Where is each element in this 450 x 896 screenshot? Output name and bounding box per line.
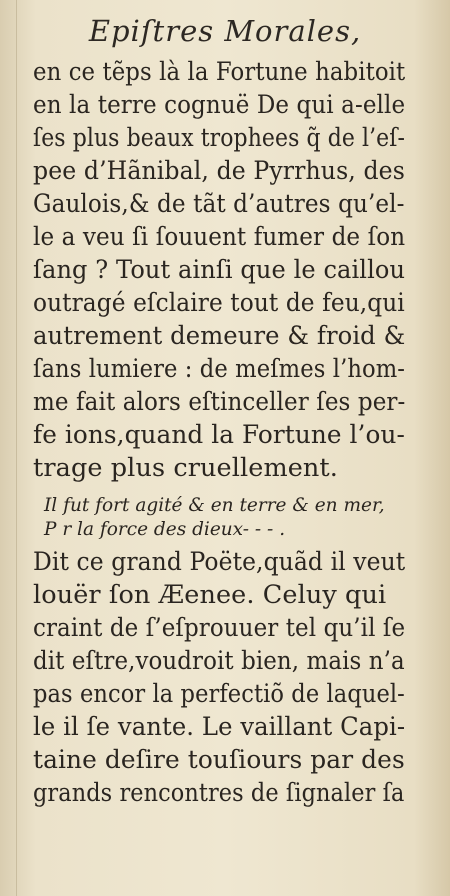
text-line: fe ions,quand la Fortune l’ou- bbox=[33, 420, 405, 450]
text-line: Dit ce grand Poëte,quãd il veut bbox=[33, 547, 406, 577]
text-line: pas encor la perfectiõ de laquel- bbox=[33, 679, 405, 709]
text-line: trage plus cruellement. bbox=[33, 453, 338, 483]
text-line: craint de ſ’eſprouuer tel qu’il ſe bbox=[33, 613, 406, 643]
running-title: Epiſtres Morales, bbox=[88, 14, 362, 48]
text-line: grands rencontres de ſignaler ſa bbox=[33, 778, 405, 808]
text-line: en ce tẽps là la Fortune habitoit bbox=[33, 57, 406, 87]
text-line: outragé eſclaire tout de feu,qui bbox=[33, 288, 405, 318]
verse-line: P r la force des dieux- - - . bbox=[44, 519, 286, 540]
text-line: en la terre cognuë De qui a-elle bbox=[33, 90, 406, 120]
text-line: autrement demeure & froid & bbox=[33, 321, 406, 351]
text-line: ſes plus beaux trophees q̃ de l’eſ- bbox=[33, 123, 405, 153]
text-line: dit eſtre,voudroit bien, mais n’a bbox=[33, 646, 405, 676]
text-line: le il ſe vante. Le vaillant Capi- bbox=[33, 712, 406, 742]
text-line: Gaulois,& de tãt d’autres qu’el- bbox=[33, 189, 405, 219]
page-gutter-line bbox=[16, 0, 17, 896]
verse-line: Il fut fort agité & en terre & en mer, bbox=[44, 495, 385, 516]
text-line: ſang ? Tout ainſi que le caillou bbox=[33, 255, 406, 285]
text-line: taine deſire touſiours par des bbox=[33, 745, 405, 775]
text-line: me fait alors eſtinceller ſes per- bbox=[33, 387, 406, 417]
text-line: pee d’Hãnibal, de Pyrrhus, des bbox=[33, 156, 405, 186]
text-line: louër ſon Æenee. Celuy qui bbox=[33, 580, 387, 610]
text-line: ſans lumiere : de meſmes l’hom- bbox=[33, 354, 406, 384]
text-line: le a veu ſi ſouuent fumer de ſon bbox=[33, 222, 406, 252]
